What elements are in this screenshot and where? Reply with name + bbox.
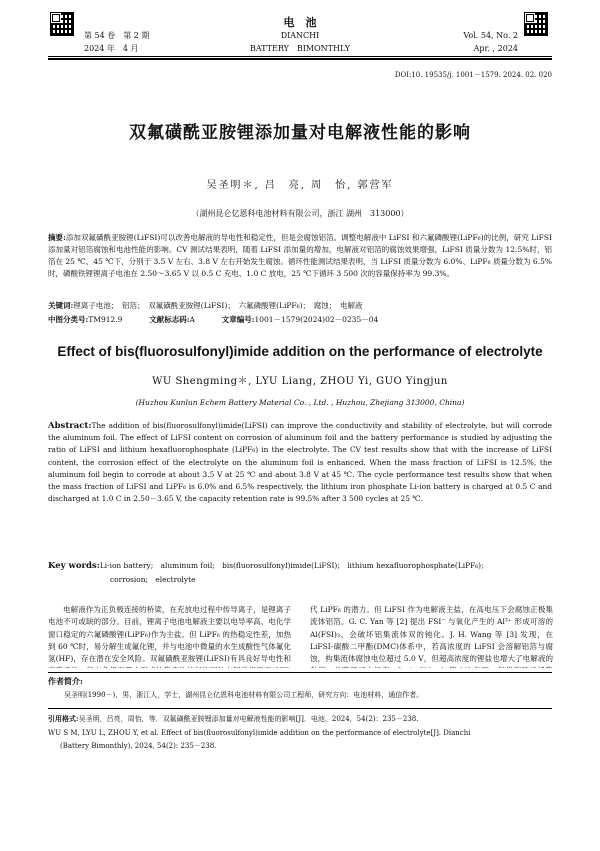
citation-label: 引用格式: <box>48 714 79 723</box>
journal-title-en: DIANCHI <box>280 31 320 40</box>
citation-cn <box>48 714 552 724</box>
affiliation-cn: （湖州昆仑亿恩科电池材料有限公司，浙江 湖州 313000） <box>191 209 409 218</box>
article-no-label: 文章编号: <box>221 315 255 324</box>
article-no-value: 1001－1579(2024)02－0235－04 <box>254 315 379 324</box>
paper-title-cn: 双氟磺酰亚胺锂添加量对电解液性能的影响 <box>129 123 471 143</box>
header-rule <box>48 56 552 57</box>
keywords-en-label: Key words: <box>48 561 100 571</box>
abstract-en-text: The addition of bis(fluorosulfonyl)imide(LiFSI) can improve the conductivity and stability of electrolyte, but will corrode the aluminum foil. The effect of LiFSI content on corrosion of aluminum foil and the battery performance is studied by adjusting the ratio of LiFSI and lithium hexafluorophosphate (LiPF₆) in the electrolyte. The CV test results show that with the increase of LiFSI content, the corrosion effect of the electrolyte on the aluminum foil is enhanced. When the mass fraction of LiFSI is 12.5%, the aluminum foil begin to corrode at about 3.5 V at 25 ℃ and about 3.8 V at 45 ℃. The cycle performance test results show that when the mass fraction of LiFSI and LiPF₆ is 6.0% and 6.5% respectively, the lithium iron phosphate Li-ion battery is charged at 0.5 C and discharged at 1.0 C in 2.50－3.65 V, the capacity retention rate is 99.5% after 3 500 cycles at 25 ℃. <box>48 421 552 504</box>
keywords-cn <box>48 300 552 312</box>
keywords-en-line2: corrosion; electrolyte <box>110 575 196 584</box>
abstract-cn-label: 摘要: <box>48 233 66 242</box>
keywords-cn-label: 关键词: <box>48 301 74 310</box>
header-rule-thick <box>48 58 552 60</box>
citation-en-line2: (Battery Bimonthly), 2024, 54(2): 235－238. <box>60 742 217 750</box>
body-column-left: 电解液作为正负极连接的桥梁，在充放电过程中传导离子，是锂离子电池不可或缺的部分。目前，锂离子电池电解液主要以电导率高、电化学窗口稳定的六氟磷酸锂(LiPF₆)作为主盐。但 LiPF₆ 的热稳定性差，加热到 60 ℃时，易分解生成氟化锂，并与电池中微量的水生成酸性气体氟化氢(HF)，存在潜在安全风险。双氟磺酰亚胺锂(LiFSI)有具良好导电性和 <box>48 605 291 664</box>
qr-code-icon <box>50 12 74 36</box>
abstract-en <box>48 420 552 505</box>
doc-code-value: A <box>189 315 195 324</box>
qr-code-icon <box>524 12 548 36</box>
abstract-cn <box>48 232 552 280</box>
doi: DOI:10. 19535/j. 1001－1579. 2024. 02. 020 <box>394 71 552 79</box>
abstract-cn-text: 添加双氟磺酰亚胺锂(LiFSI)可以改善电解液的导电性和稳定性，但是会腐蚀铝箔。调整电解液中 LiFSI 和六氟磷酸锂(LiPF₆)的比例，研究 LiFSI 添加量对铝箔腐蚀和电池性能的影响。CV 测试结果表明，随着 LiFSI 添加量的增加，电解液对铝箔的腐蚀效果增强，LiFSI 质量分数为 12.5%时，铝箔在 25 ℃、45 ℃下，分别于 3.5 V 左右、3.8 V 左右开始发生腐蚀。循环性能测试结果表明，当 LiFSI 质量分数为 6.0%、LiPF₆ 质量分数为 6.5%时，磷酸铁锂锂离子电池在 2.50～3.65 V 以 0.5 C 充电、1.0 C 放电，25 ℃下循环 3 500 次的容量保持率为 99.3%。 <box>48 233 552 278</box>
keywords-en <box>48 560 552 572</box>
journal-title-cn: 电 池 <box>283 16 317 29</box>
journal-subtitle: BATTERY BIMONTHLY <box>249 44 351 53</box>
keywords-en-line1: Li-ion battery; aluminum foil; bis(fluorosulfonyl)imide(LiFSI); lithium hexafluorophosphate(LiPF₆); <box>99 561 484 570</box>
volume-cn: 第 54 卷 第 2 期 <box>84 31 150 40</box>
date-en: Apr. , 2024 <box>473 44 518 53</box>
citation-en-line1: WU S M, LYU L, ZHOU Y, et al. Effect of bis(fluorosulfonyl)imide addition on the performance of electrolyte[J]. Dianchi <box>48 729 471 737</box>
paper-title-en: Effect of bis(fluorosulfonyl)imide addition on the performance of electrolyte <box>57 344 543 359</box>
body-column-right: 代 LiPF₆ 的潜力。但 LiFSI 作为电解液主盐，在高电压下会腐蚀正极集流体铝箔。G. C. Yan 等 [2] 提出 FSI⁻ 与氧化产生的 Al³⁺ 形成可溶的 Al(FSI)₃，会破坏铝集流体双的钝化。J. H. Wang 等 [3] 发现，在 LiFSI-碳酸二甲酯(DMC)体系中，若高浓度的 LiFSI 会溶解铝箔与腐蚀，构集流体腐蚀电位超过 5.0 V，但超高浓度的锂盐也增大了电解液的 <box>310 605 553 664</box>
citation-rule <box>48 708 552 709</box>
author-intro-text: 吴圣明(1990－)，男，浙江人，学士，湖州昆仑亿恩科电池材料有限公司工程师，研究方向：电池材料，通信作者。 <box>64 691 424 699</box>
date-cn: 2024 年 4 月 <box>84 44 139 53</box>
keywords-cn-text: 锂离子电池； 铝箔； 双氟磺酰亚胺锂(LiFSI)； 六氟磷酸锂(LiPF₆)； 腐蚀； 电解液 <box>73 301 363 310</box>
volume-en: Vol. 54, No. 2 <box>463 31 518 40</box>
authors-cn: 吴圣明＊, 吕 亮, 周 怡, 郭营军 <box>206 180 394 191</box>
abstract-en-label: Abstract: <box>48 421 92 431</box>
classification-line <box>48 314 552 326</box>
affiliation-en: (Huzhou Kunlun Echem Battery Material Co. , Ltd. , Huzhou, Zhejiang 313000, China) <box>135 398 465 407</box>
author-intro-label: 作者简介: <box>48 676 83 686</box>
doc-code-label: 文献标志码: <box>149 315 190 324</box>
footnote-rule <box>48 672 552 673</box>
clc-value: TM912.9 <box>88 315 123 324</box>
authors-en: WU Shengming＊, LYU Liang, ZHOU Yi, GUO Yingjun <box>152 376 448 387</box>
clc-label: 中图分类号: <box>48 315 89 324</box>
citation-cn-text: 吴圣明，吕亮，周怡，等．双氟磺酰亚胺锂添加量对电解液性能的影响[J]．电池，2024，54(2)：235－238. <box>78 715 419 723</box>
